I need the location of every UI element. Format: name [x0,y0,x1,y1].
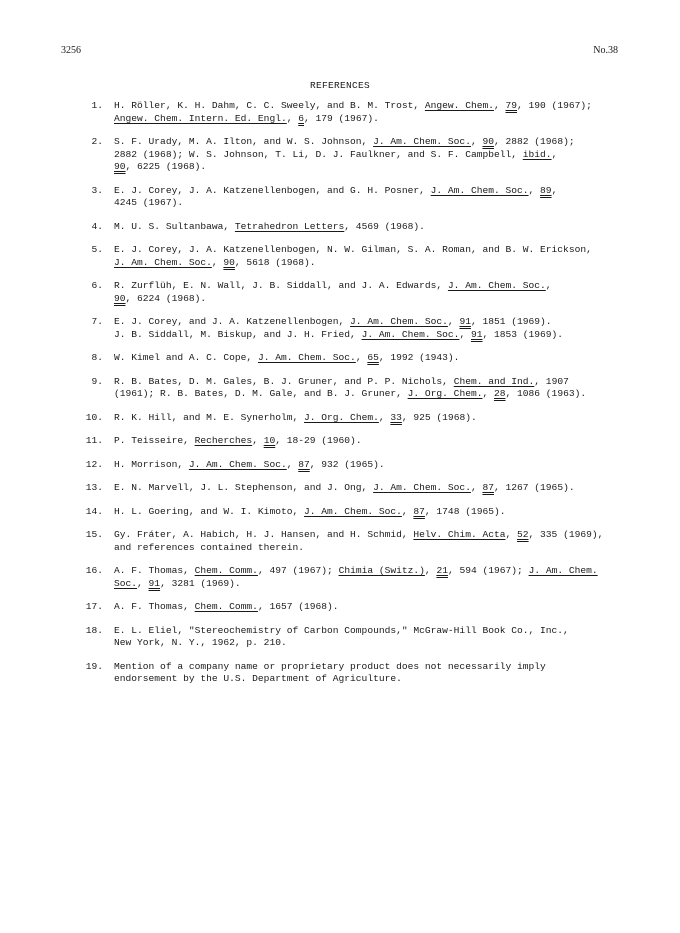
reference-line [114,578,640,591]
reference-item [71,412,640,425]
reference-segment: , 1853 (1969). [482,328,564,340]
reference-line [114,136,640,149]
reference-segment: E. J. Corey, J. A. Katzenellenbogen, N. W. Gilman, S. A. Roman, and B. W. Erickson, [114,244,592,255]
reference-segment: A. F. Thomas, [114,601,195,612]
reference-text [114,565,640,590]
reference-text [114,221,640,234]
citation-emphasis: J. Org. Chem. [304,411,379,423]
reference-segment: , 18-29 (1960). [275,435,362,446]
reference-line [114,257,640,270]
reference-segment: , 6224 (1968). [125,292,207,304]
citation-emphasis: 65 [367,352,379,363]
reference-number: 1. [91,100,103,111]
reference-segment: , [470,482,483,493]
reference-line [114,280,640,293]
reference-text [114,661,640,686]
reference-number: 19. [85,660,103,672]
reference-number: 4. [91,220,103,232]
reference-segment: New York, N. Y., 1962, p. 210. [114,637,287,648]
reference-segment: 2882 (1968); W. S. Johnson, T. Li, D. J. Faulkner, and S. F. Campbell, [114,148,523,160]
reference-segment: S. F. Urady, M. A. Ilton, and W. S. Johnson, [114,136,374,147]
reference-segment: , 1086 (1963). [505,388,587,399]
reference-text [114,376,640,401]
citation-emphasis: ibid. [522,148,552,160]
citation-emphasis: J. Am. Chem. Soc. [257,352,356,363]
reference-item [71,459,640,472]
reference-text [114,244,640,269]
reference-line [114,601,640,614]
citation-emphasis: 91 [148,577,161,589]
issue-number: No.38 [593,45,618,56]
reference-item [71,625,640,650]
citation-emphasis: 52 [517,529,529,540]
reference-segment: , [286,112,299,124]
reference-line [114,221,640,234]
reference-item [71,221,640,234]
reference-segment: P. Teisseire, [114,435,195,446]
citation-emphasis: 89 [540,184,552,196]
citation-emphasis: Tetrahedron Letters [234,220,345,232]
citation-emphasis: 6 [298,112,304,124]
reference-segment: , [252,435,264,446]
reference-number: 6. [91,280,103,291]
reference-item [71,352,640,365]
citation-emphasis: 90 [223,256,235,268]
reference-segment: , 594 (1967); [447,565,529,576]
reference-number: 7. [91,316,103,327]
reference-number: 3. [91,184,103,196]
citation-emphasis: 90 [114,161,126,172]
reference-segment: E. J. Corey, and J. A. Katzenellenbogen, [114,316,351,327]
reference-line [114,661,640,674]
reference-number: 18. [85,624,103,636]
reference-number: 9. [91,375,103,387]
reference-line [114,161,640,174]
reference-segment: Mention of a company name or proprietary product does not necessarily imply [114,660,546,672]
reference-line [114,329,640,342]
citation-emphasis: J. Am. Chem. Soc. [188,458,287,470]
reference-segment: R. B. Bates, D. M. Gales, B. J. Gruner, and P. P. Nichols, [114,375,454,387]
reference-line [114,673,640,686]
reference-item [71,601,640,614]
reference-line [114,197,640,210]
reference-segment: , [551,148,558,160]
reference-segment: , 190 (1967); [517,100,592,111]
reference-segment: H. Röller, K. H. Dahm, C. C. Sweely, and B. M. Trost, [114,100,425,111]
citation-emphasis: 10 [263,435,276,446]
reference-segment: , [286,458,299,470]
reference-item [71,661,640,686]
reference-item [71,136,640,174]
reference-number: 5. [91,244,103,255]
reference-line [114,352,640,365]
reference-text [114,482,640,495]
page-number: 3256 [61,45,81,56]
reference-segment: H. Morrison, [114,458,189,470]
citation-emphasis: Angew. Chem. [424,100,494,111]
citation-emphasis: 87 [298,458,310,470]
reference-segment: and references contained therein. [114,541,304,553]
reference-number: 8. [91,352,103,363]
reference-list [71,100,640,686]
reference-segment: , [482,388,494,399]
reference-segment: , 179 (1967). [304,112,379,124]
reference-line [114,529,640,542]
reference-text [114,100,640,125]
reference-segment: , 1267 (1965). [493,482,575,493]
citation-emphasis: J. Am. Chem. Soc. [373,136,471,147]
citation-emphasis: J. Am. Chem. Soc. [447,280,546,291]
citation-emphasis: 28 [493,388,506,399]
reference-line [114,388,640,401]
reference-segment: , [470,136,483,147]
reference-segment: , [137,577,149,589]
reference-segment: , [551,184,558,196]
citation-emphasis: Recherches [194,435,253,446]
reference-line [114,316,640,329]
reference-segment: R. K. Hill, and M. E. Synerholm, [114,411,304,423]
citation-emphasis: Helv. Chim. Acta [413,529,506,540]
reference-text [114,136,640,174]
reference-text [114,601,640,614]
citation-emphasis: 91 [459,316,471,327]
reference-line [114,100,640,113]
citation-emphasis: Angew. Chem. Intern. Ed. Engl. [114,112,287,124]
reference-text [114,280,640,305]
reference-item [71,529,640,554]
reference-segment: , 1748 (1965). [424,505,506,517]
reference-text [114,412,640,425]
citation-emphasis: 21 [436,565,448,576]
reference-item [71,376,640,401]
reference-item [71,280,640,305]
citation-emphasis: J. Am. Chem. Soc. [361,328,460,340]
reference-segment: , 925 (1968). [401,411,477,423]
reference-line [114,435,640,448]
reference-segment: , [459,328,471,340]
reference-segment: E. J. Corey, J. A. Katzenellenbogen, and G. H. Posner, [114,184,431,196]
reference-item [71,565,640,590]
reference-line [114,376,640,389]
citation-emphasis: J. Am. Chem. Soc. [430,184,529,196]
citation-emphasis: Chimia (Switz.) [338,565,425,576]
citation-emphasis: J. Am. Chem. Soc. [373,482,471,493]
reference-line [114,244,640,257]
reference-segment: , 335 (1969), [528,529,604,540]
reference-text [114,529,640,554]
reference-segment: W. Kimel and A. C. Cope, [114,352,258,363]
reference-text [114,435,640,448]
reference-segment: J. B. Siddall, M. Biskup, and J. H. Fried, [114,328,362,340]
reference-segment: , [528,184,541,196]
reference-line [114,149,640,162]
reference-line [114,412,640,425]
reference-segment: R. Zurflüh, E. N. Wall, J. B. Siddall, and J. A. Edwards, [114,280,448,291]
citation-emphasis: 91 [470,328,483,340]
reference-segment: , [424,565,437,576]
reference-segment: , [401,505,414,517]
reference-segment: , 1851 (1969). [470,316,552,327]
reference-line [114,542,640,555]
reference-line [114,637,640,650]
reference-line [114,506,640,519]
reference-segment: , 1657 (1968). [257,601,339,612]
reference-line [114,459,640,472]
reference-segment: M. U. S. Sultanbawa, [114,220,235,232]
reference-text [114,185,640,210]
reference-number: 14. [85,505,103,517]
reference-segment: , [505,529,518,540]
reference-item [71,506,640,519]
reference-line [114,625,640,638]
citation-emphasis: 87 [413,505,425,517]
citation-emphasis: 90 [482,136,494,147]
reference-line [114,293,640,306]
reference-segment: , [493,100,506,111]
reference-segment: H. L. Goering, and W. I. Kimoto, [114,505,304,517]
reference-segment: , 6225 (1968). [125,161,207,172]
reference-item [71,244,640,269]
citation-emphasis: J. Am. Chem. Soc. [304,505,402,517]
reference-segment: , [545,280,552,291]
reference-segment: , 932 (1965). [309,458,385,470]
reference-segment: , [211,256,224,268]
reference-segment: , 1907 [534,375,569,387]
reference-number: 2. [91,136,103,147]
reference-segment: , 1992 (1943). [378,352,460,363]
reference-text [114,459,640,472]
reference-item [71,482,640,495]
reference-segment: , 2882 (1968); [493,136,575,147]
citation-emphasis: J. Am. Chem. Soc. [114,256,212,268]
section-heading: REFERENCES [309,80,370,91]
reference-line [114,113,640,126]
reference-item [71,435,640,448]
reference-text [114,316,640,341]
citation-emphasis: Soc. [114,577,138,589]
reference-segment: , 497 (1967); [257,565,339,576]
reference-item [71,185,640,210]
reference-text [114,506,640,519]
reference-number: 16. [85,565,103,576]
citation-emphasis: Chem. and Ind. [453,375,535,387]
reference-segment: A. F. Thomas, [114,565,195,576]
reference-segment: , [378,411,391,423]
reference-line [114,565,640,578]
reference-segment: , 5618 (1968). [234,256,316,268]
reference-segment: E. L. Eliel, "Stereochemistry of Carbon Compounds," McGraw-Hill Book Co., Inc., [114,624,569,636]
reference-text [114,352,640,365]
reference-number: 12. [85,458,103,470]
citation-emphasis: J. Am. Chem. [528,565,598,576]
reference-line [114,482,640,495]
citation-emphasis: 87 [482,482,494,493]
reference-segment: (1961); R. B. Bates, D. M. Gale, and B. J. Gruner, [114,388,408,399]
citation-emphasis: J. Am. Chem. Soc. [350,316,448,327]
reference-number: 17. [85,601,103,612]
reference-number: 15. [85,529,103,540]
reference-segment: endorsement by the U.S. Department of Agriculture. [114,673,402,684]
reference-segment: , [447,316,460,327]
citation-emphasis: J. Org. Chem. [407,388,483,399]
citation-emphasis: 79 [505,100,518,111]
citation-emphasis: 33 [390,411,402,423]
reference-segment: E. N. Marvell, J. L. Stephenson, and J. Ong, [114,482,374,493]
reference-segment: , 4569 (1968). [344,220,425,232]
citation-emphasis: Chem. Comm. [194,565,258,576]
reference-item [71,316,640,341]
citation-emphasis: 90 [114,292,126,304]
reference-segment: Gy. Fráter, A. Habich, H. J. Hansen, and H. Schmid, [114,529,414,540]
citation-emphasis: Chem. Comm. [194,601,258,612]
reference-text [114,625,640,650]
reference-item [71,100,640,125]
reference-segment: , [355,352,368,363]
reference-line [114,185,640,198]
reference-number: 11. [85,435,103,446]
reference-number: 13. [85,482,103,493]
reference-segment: 4245 (1967). [114,197,184,208]
reference-number: 10. [85,411,103,423]
reference-segment: , 3281 (1969). [160,577,241,589]
